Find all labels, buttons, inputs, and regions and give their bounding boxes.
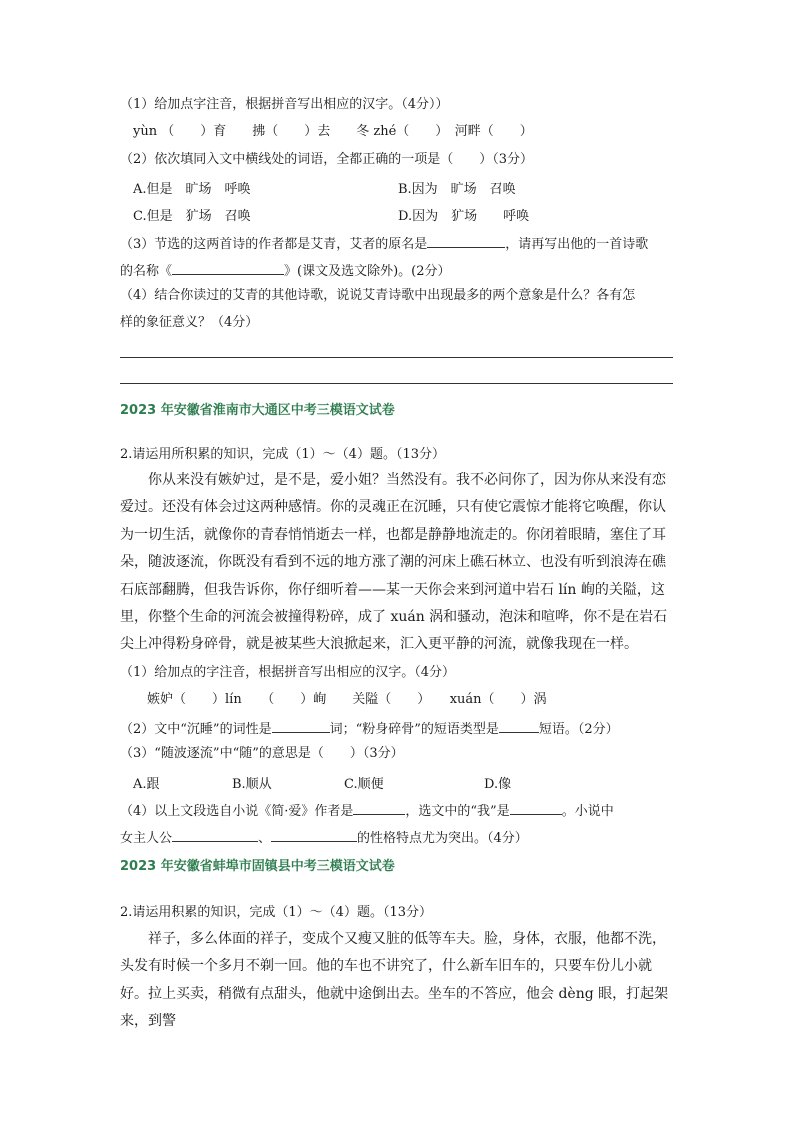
s2-q4-blank-narrator xyxy=(510,800,562,815)
s2-q4-text-b: ，选文中的“我”是 xyxy=(405,804,510,819)
s3-passage: 祥子，多么体面的祥子，变成个又瘦又脏的低等车夫。脸，身体，衣服，他都不洗，头发有时候一个多月不剃一回。他的车也不讲究了，什么新车旧车的，只要车份儿小就好。拉上买卖，稍微有点甜头，他就中途倒出去。坐车的不答应，他会 dèng 眼，打起架来，到警 xyxy=(120,931,669,1030)
s2-q4-text-f: 的性格特点尤为突出。（4分） xyxy=(357,831,528,846)
s2-q4-text-a: （4）以上文段选自小说《简·爱》作者是 xyxy=(120,804,354,819)
s2-q4-text-d: 女主人公 xyxy=(120,831,173,846)
s2-q4-text-c: 。小说中 xyxy=(561,804,614,819)
s2-question-4-line-1 xyxy=(120,800,614,821)
s2-q4-blank-trait-2 xyxy=(271,827,357,842)
s2-intro: 2.请运用所积累的知识，完成（1）～（4）题。（13分） xyxy=(120,447,445,462)
s1-question-1: （1）给加点字注音，根据拼音写出相应的汉字。（4分）） xyxy=(120,97,449,112)
s2-heading: 2023 年安徽省淮南市大通区中考三模语文试卷 xyxy=(120,403,395,418)
s1-q3-text-c: 的名称《 xyxy=(120,264,173,279)
s1-question-2: （2）依次填同入文中横线处的词语，全都正确的一项是（ ）（3分） xyxy=(120,152,534,167)
s2-q4-blank-author xyxy=(353,800,405,815)
s2-q4-blank-trait-1 xyxy=(172,827,258,842)
s2-q2-blank-2 xyxy=(499,718,539,733)
s2-option-b: B.顺从 xyxy=(232,777,272,792)
s2-option-a: A.跟 xyxy=(133,777,160,792)
s2-q2-blank-1 xyxy=(272,718,330,733)
s2-q2-text-a: （2）文中“沉睡”的词性是 xyxy=(120,722,272,737)
s1-q3-text-d: 》(课文及选文除外)。(2分） xyxy=(284,264,451,279)
s2-question-2 xyxy=(120,718,619,739)
s2-option-d: D.像 xyxy=(484,777,512,792)
s2-q2-text-b: 词；“粉身碎骨”的短语类型是 xyxy=(329,722,499,737)
s2-q2-text-c: 短语。（2分） xyxy=(538,722,619,737)
s1-option-a: A.但是 旷场 呼唤 xyxy=(133,182,251,197)
s3-intro: 2.请运用积累的知识，完成（1）～（4）题。（13分） xyxy=(120,905,432,920)
s1-question-3-line-2 xyxy=(120,260,451,281)
s1-question-3-line-1 xyxy=(120,233,648,254)
s2-question-1: （1）给加点的字注音，根据拼音写出相应的汉字。（4分） xyxy=(120,665,456,680)
s1-q3-text-b: ，请再写出他的一首诗歌 xyxy=(505,237,649,252)
s2-question-3: （3）“随波逐流”中“随”的意思是（ ）（3分） xyxy=(120,746,404,761)
s2-passage: 你从来没有嫉妒过，是不是，爱小姐？当然没有。我不必问你了，因为你从来没有恋爱过。还没有体会过这两种感情。你的灵魂正在沉睡，只有使它震惊才能将它唤醒，你认为一切生活，就像你的青春悄悄逝去一样，也都是静静地流走的。你闭着眼睛，塞住了耳朵，随波逐流，你既没有看到不远的地方涨了潮的河床上礁石林立、也没有听到浪涛在礁石底部翻腾，但我告诉你，你仔细听着——某一天你会来到河道中岩石 lín 峋的关隘，这里，你整个生命的河流会被撞得粉碎，成了 xuán 涡和骚动，泡沫和喧哗，你不是在岩石尖上冲得粉身碎骨，就是被某些大浪掀起来，汇入更平静的河流，就像我现在一样。 xyxy=(120,472,668,653)
s1-q3-blank-poem xyxy=(172,260,284,275)
s3-heading: 2023 年安徽省蚌埠市固镇县中考三模语文试卷 xyxy=(120,859,395,874)
s2-q4-text-e: 、 xyxy=(258,831,272,846)
s1-option-c: C.但是 犷场 召唤 xyxy=(133,209,251,224)
s1-option-d: D.因为 犷场 呼唤 xyxy=(398,209,530,224)
s1-q3-blank-author xyxy=(427,233,505,248)
s1-question-4-line-2: 样的象征意义？（4分） xyxy=(120,315,259,330)
s1-q3-text-a: （3）节选的这两首诗的作者都是艾青，艾者的原名是 xyxy=(120,237,428,252)
s2-question-1-items: 嫉妒（ ）lín （ ）峋 关隘（ ） xuán（ ）涡 xyxy=(147,692,547,707)
s1-question-4-line-1: （4）结合你读过的艾青的其他诗歌，说说艾青诗歌中出现最多的两个意象是什么？各有怎 xyxy=(120,288,636,303)
s1-option-b: B.因为 旷场 召唤 xyxy=(398,182,516,197)
answer-line-2 xyxy=(120,383,673,384)
s2-question-4-line-2 xyxy=(120,827,528,848)
answer-line-1 xyxy=(120,357,673,358)
s1-question-1-items: yùn （ ）育 拂（ ）去 冬 zhé（ ） 河畔（ ） xyxy=(133,124,533,139)
s2-option-c: C.顺便 xyxy=(344,777,384,792)
